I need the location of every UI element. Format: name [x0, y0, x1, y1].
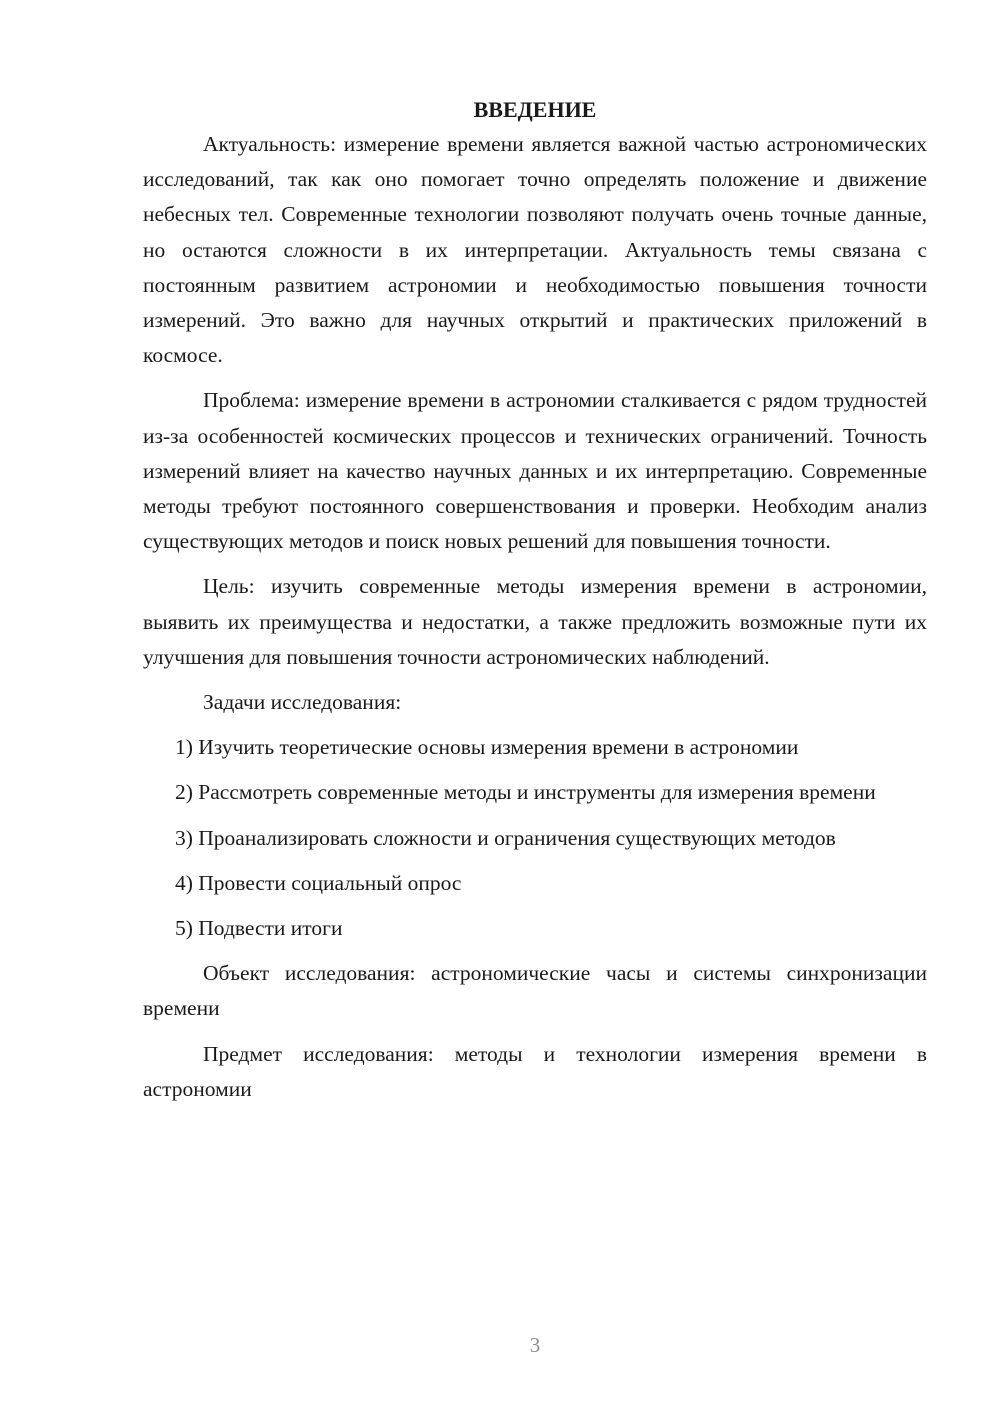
paragraph-object: Объект исследования: астрономические часы и системы синхронизации времени — [143, 961, 927, 1021]
page-number: 3 — [529, 1333, 541, 1357]
paragraph-goal: Цель: изучить современные методы измерения времени в астрономии, выявить их преимущества и недостатки, а также предложить возможные пути их улучшения для повышения точности астрономических наблюдений. — [143, 574, 927, 669]
task-item: 4) Провести социальный опрос — [175, 870, 462, 895]
task-item: 1) Изучить теоретические основы измерения времени в астрономии — [175, 735, 799, 760]
task-item: 5) Подвести итоги — [175, 916, 343, 941]
tasks-label: Задачи исследования: — [203, 690, 402, 715]
task-item: 2) Рассмотреть современные методы и инструменты для измерения времени — [175, 780, 876, 805]
task-item: 3) Проанализировать сложности и ограничения существующих методов — [175, 825, 836, 850]
paragraph-relevance: Актуальность: измерение времени является важной частью астрономических исследований, так как оно помогает точно определять положение и движение небесных тел. Современные технологии позволяют получать очень точные данные, но остаются сложности в их интерпретации. Актуальность темы связана с постоянным развитием астрономии и необходимостью повышения точности измерений. Это важно для научных открытий и практических приложений в космосе. — [143, 132, 927, 368]
paragraph-subject: Предмет исследования: методы и технологии измерения времени в астрономии — [143, 1041, 927, 1101]
section-heading: ВВЕДЕНИЕ — [473, 97, 597, 122]
document-page — [143, 92, 927, 1117]
paragraph-problem: Проблема: измерение времени в астрономии сталкивается с рядом трудностей из-за особенностей космических процессов и технических ограничений. Точность измерений влияет на качество научных данных и их интерпретацию. Современные методы требуют постоянного совершенствования и проверки. Необходим анализ существующих методов и поиск новых решений для повышения точности. — [143, 388, 927, 554]
